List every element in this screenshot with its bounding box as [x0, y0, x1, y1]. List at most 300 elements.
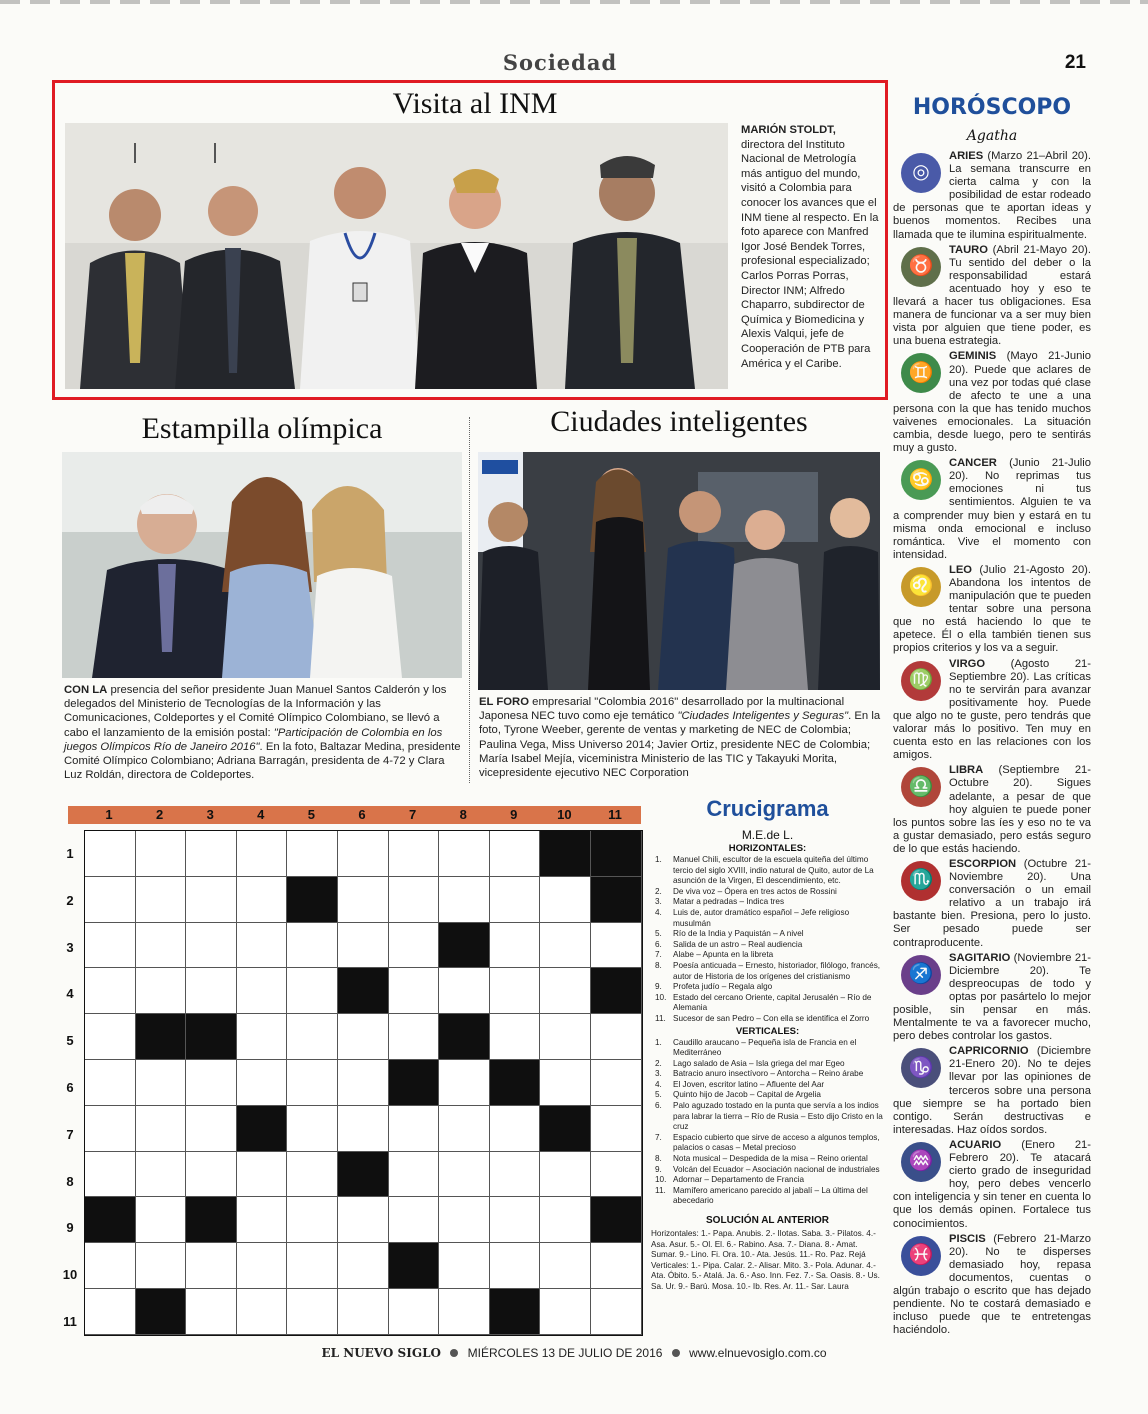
crossword-cell[interactable]: [237, 1060, 288, 1106]
sign-name: ARIES: [949, 150, 984, 162]
clue-text: Río de la India y Paquistán – A nivel: [673, 929, 804, 939]
zodiac-icon: ♋: [901, 460, 941, 500]
crossword-row-number: 9: [66, 1220, 74, 1236]
footer-url[interactable]: www.elnuevosiglo.com.co: [689, 1346, 827, 1360]
zodiac-icon: ♑: [901, 1048, 941, 1088]
crossword-cell[interactable]: [591, 1060, 642, 1106]
crossword-cell[interactable]: [287, 1243, 338, 1289]
sign-name: LEO: [949, 563, 972, 576]
crossword-cell[interactable]: [540, 877, 591, 923]
crossword-row-number: 2: [66, 892, 74, 908]
crossword-row-number: 3: [66, 939, 74, 955]
clues-vertical-list: [651, 1038, 884, 1208]
clue-number: 11.: [655, 1013, 666, 1023]
crossword-cell[interactable]: [591, 923, 642, 969]
zodiac-icon: ♐: [901, 955, 941, 995]
horoscope-author: Agatha: [966, 128, 1018, 144]
horoscope-sign-6: [893, 764, 1091, 856]
horoscope-sign-8: [893, 952, 1091, 1044]
crossword-cell[interactable]: [490, 923, 541, 969]
crossword-cell[interactable]: [540, 1243, 591, 1289]
crossword-cell[interactable]: [439, 1060, 490, 1106]
clue-text: Caudillo araucano – Pequeña isla de Francia en el Mediterráneo: [673, 1037, 857, 1058]
crossword-cell[interactable]: [591, 1152, 642, 1198]
clue-number: 1.: [655, 1037, 662, 1047]
crossword-block: [338, 1152, 389, 1198]
crossword-cell[interactable]: [389, 1152, 440, 1198]
crossword-block: [540, 831, 591, 877]
zodiac-icon: ♌: [901, 567, 941, 607]
clue-item: [651, 1069, 884, 1080]
horoscope-sign-3: [893, 457, 1091, 562]
crossword-cell[interactable]: [287, 1152, 338, 1198]
crossword-cell[interactable]: [287, 831, 338, 877]
crossword-row: [85, 877, 642, 923]
clue-item: [651, 1101, 884, 1133]
horoscope-sign-7: [893, 858, 1091, 950]
crossword-cell[interactable]: [540, 923, 591, 969]
clues-horizontal-list: [651, 855, 884, 1025]
horoscope-sign-10: [893, 1139, 1091, 1231]
photo-estampilla: [62, 452, 462, 678]
crossword-cell[interactable]: [237, 1243, 288, 1289]
crossword-row-number: 11: [63, 1314, 77, 1329]
sign-name: CAPRICORNIO: [949, 1045, 1029, 1058]
crossword-col-number: 3: [206, 807, 214, 822]
crossword-cell[interactable]: [540, 968, 591, 1014]
photo-inm-group: [65, 123, 728, 389]
crossword-cell[interactable]: [439, 968, 490, 1014]
zodiac-icon: ♓: [901, 1236, 941, 1276]
clue-item: [651, 1154, 884, 1165]
sign-text: (Mayo 21-Junio 20). Puede que aclares de una vez por todas qué clase de afecto te une a una persona con la que has tenido muchos vaivenes emocionales. La situación cambia, desde luego, pero te sentirás muy a gusto.: [893, 350, 1091, 455]
sign-name: LIBRA: [949, 764, 984, 777]
clues-vertical-heading: VERTICALES:: [735, 1025, 800, 1037]
crossword-cell[interactable]: [287, 1197, 338, 1243]
crossword-col-number: 8: [459, 807, 467, 822]
clue-text: Matar a pedradas – Indica tres: [673, 897, 785, 907]
crossword-cell[interactable]: [287, 1106, 338, 1152]
crossword-cell[interactable]: [540, 1060, 591, 1106]
zodiac-icon: ◎: [901, 153, 941, 193]
crossword-row: [85, 1060, 642, 1106]
crossword-cell[interactable]: [439, 1197, 490, 1243]
crossword-row: [85, 1289, 642, 1335]
clue-item: [651, 929, 884, 940]
photo-ciudades: [478, 452, 880, 690]
crossword-row: [85, 1243, 642, 1289]
clue-text: Espacio cubierto que sirve de acceso a algunos templos, palacios o casas – Metal precioso: [673, 1132, 880, 1153]
crossword-cell[interactable]: [389, 968, 440, 1014]
clue-text: Alabe – Apunta en la libreta: [673, 950, 774, 960]
caption-italic: "Participación de Colombia en los juegos Olímpicos Río de Janeiro 2016": [64, 726, 443, 753]
crossword-cell[interactable]: [338, 1289, 389, 1335]
crossword-block: [389, 1060, 440, 1106]
crossword-block: [186, 1014, 237, 1060]
crossword-col-number: 9: [510, 807, 518, 822]
crossword-block: [439, 923, 490, 969]
crossword-cell[interactable]: [136, 968, 187, 1014]
zodiac-icon: ♉: [901, 247, 941, 287]
crossword-cell[interactable]: [338, 1243, 389, 1289]
footer-bullet-icon: [450, 1349, 458, 1357]
crossword-cell[interactable]: [287, 1014, 338, 1060]
crossword-cell[interactable]: [540, 1014, 591, 1060]
crossword-block: [591, 877, 642, 923]
clue-number: 9.: [655, 982, 662, 992]
clue-item: [651, 1175, 884, 1186]
crossword-cell[interactable]: [389, 923, 440, 969]
sign-name: SAGITARIO: [949, 951, 1011, 964]
caption-end: . En la foto, Tyrone Weeber, gerente de ventas y marketing de NEC de Colombia; Paulina Vega, Miss Universo 2014; Javier Ortiz, presidente NEC de Colombia; María Isabel Mejía, viceministra Ministerio de las TIC y Takayuki Morita, vicepresidente ejecutivo NEC Corporation: [479, 710, 881, 780]
article-headline: Visita al INM: [392, 87, 558, 120]
crossword-block: [85, 1197, 136, 1243]
clue-number: 5.: [655, 929, 662, 939]
clue-text: De viva voz – Ópera en tres actos de Rossini: [673, 886, 837, 896]
crossword-cell[interactable]: [591, 1014, 642, 1060]
clue-item: [651, 1133, 884, 1154]
crossword-cell[interactable]: [490, 1014, 541, 1060]
sign-text: (Julio 21-Agosto 20). Abandona los intentos de manipulación que te pueden tentar sobre una persona que no está haciendo lo que te apetece. Él o ella también tienen sus propios criterios y los va a seguir.: [893, 563, 1091, 655]
crossword-block: [490, 1060, 541, 1106]
solution-heading: SOLUCIÓN AL ANTERIOR: [706, 1215, 829, 1226]
crossword-col-number: 2: [155, 807, 164, 822]
clue-item: [651, 982, 884, 993]
crossword-col-number: 7: [408, 807, 417, 822]
sign-name: GEMINIS: [949, 350, 997, 363]
crossword-row-number: 10: [62, 1267, 78, 1283]
clue-text: Estado del cercano Oriente, capital Jerusalén – Río de Alemania: [673, 992, 872, 1013]
clue-item: [651, 897, 884, 908]
crossword-cell[interactable]: [136, 831, 187, 877]
clue-item: [651, 1186, 884, 1207]
clue-number: 9.: [655, 1164, 662, 1174]
horoscope-sign-5: [893, 658, 1091, 763]
crossword-cell[interactable]: [186, 1152, 237, 1198]
crossword-row: [85, 1197, 642, 1243]
column-divider: [469, 417, 470, 783]
crossword-block: [186, 1197, 237, 1243]
clue-text: Manuel Chili, escultor de la escuela quiteña del último tercio del siglo XVIII, indio natural de Quito, autor de La asunción de la Virgen, El descendimiento, etc.: [673, 855, 874, 886]
clue-number: 2.: [655, 1058, 662, 1068]
horoscope-column: [893, 95, 1091, 1339]
article-headline-ciudades: Ciudades inteligentes: [550, 405, 808, 438]
crossword-cells: [84, 830, 643, 1336]
crossword-cell[interactable]: [439, 1106, 490, 1152]
footer-bullet-icon: [672, 1349, 680, 1357]
clue-item: [651, 950, 884, 961]
crossword-cell[interactable]: [389, 1289, 440, 1335]
crossword-row: [85, 923, 642, 969]
crossword-cell[interactable]: [490, 831, 541, 877]
clue-text: Volcán del Ecuador – Asociación nacional de industriales: [673, 1164, 880, 1174]
sign-text: (Abril 21-Mayo 20). Tu sentido del deber o la responsabilidad estará acentuado hoy y eso te llevará a hacer tus obligaciones. Esa manera de funcionar va a ser muy bien vista por alguien que tiene poder, es una buena estrategia.: [893, 243, 1091, 348]
crossword-cell[interactable]: [85, 1060, 136, 1106]
clue-text: Profeta judío – Regala algo: [673, 982, 773, 992]
crossword-cell[interactable]: [186, 1106, 237, 1152]
clue-number: 7.: [655, 950, 662, 960]
crossword-cell[interactable]: [389, 1106, 440, 1152]
caption-italic: "Ciudades Inteligentes y Seguras": [677, 710, 849, 723]
crossword-cell[interactable]: [287, 923, 338, 969]
page-header: [0, 48, 1148, 78]
crossword-cell[interactable]: [237, 1197, 288, 1243]
caption-lead: MARIÓN STOLDT,: [741, 124, 836, 136]
crossword-col-number: 10: [557, 807, 572, 822]
crossword-block: [591, 831, 642, 877]
crossword-block: [389, 1243, 440, 1289]
clue-text: Poesía anticuada – Ernesto, historiador, filólogo, francés, autor de Historia de los orígenes del cristianismo: [673, 960, 881, 981]
clue-number: 4.: [655, 1079, 662, 1089]
crossword-cell[interactable]: [338, 831, 389, 877]
sign-text: (Marzo 21–Abril 20). La semana transcurre en cierta calma y con la posibilidad de estar rodeado de personas que te aportan ideas y buenos momentos. Recibes una llamada que te ilumina espiritualmente.: [893, 150, 1091, 241]
article-caption: [741, 123, 879, 371]
crossword-block: [439, 1014, 490, 1060]
crossword-cell[interactable]: [136, 1152, 187, 1198]
crossword-row-number: 6: [66, 1080, 74, 1095]
crossword-cell[interactable]: [136, 877, 187, 923]
clue-item: [651, 908, 884, 929]
zodiac-icon: ♒: [901, 1142, 941, 1182]
crossword-cell[interactable]: [186, 1289, 237, 1335]
clue-text: Nota musical – Despedida de la misa – Reino oriental: [673, 1154, 868, 1164]
clue-item: [651, 1059, 884, 1070]
crossword-cell[interactable]: [591, 1289, 642, 1335]
clue-text: Mamífero americano parecido al jabalí – La última del abecedario: [673, 1185, 868, 1206]
zodiac-icon: ♊: [901, 353, 941, 393]
clue-text: Sucesor de san Pedro – Con ella se identifica el Zorro: [673, 1013, 870, 1023]
clue-text: Batracio anuro insectívoro – Antorcha – Reino árabe: [673, 1069, 864, 1079]
crossword-cell[interactable]: [85, 923, 136, 969]
crossword-cell[interactable]: [439, 1243, 490, 1289]
crossword-cell[interactable]: [136, 1197, 187, 1243]
crossword-block: [136, 1289, 187, 1335]
sign-text: (Agosto 21-Septiembre 20). Las críticas no te servirán para avanzar positivamente hoy. Puede que algo no te guste, pero tendrás que valorar más lo positivo. Ten muy en cuenta esto en las relaciones con los amigos.: [893, 657, 1091, 762]
clue-item: [651, 940, 884, 951]
crossword-cell[interactable]: [186, 831, 237, 877]
clue-item: [651, 855, 884, 887]
crossword-col-number: 6: [358, 807, 366, 822]
clues-horizontal-heading: HORIZONTALES:: [728, 843, 807, 854]
article-visita-inm: [52, 80, 888, 400]
sign-name: PISCIS: [949, 1232, 986, 1245]
clue-text: Lago salado de Asia – Isla griega del mar Egeo: [673, 1058, 845, 1068]
crossword-cell[interactable]: [439, 877, 490, 923]
crossword-cell[interactable]: [439, 831, 490, 877]
crossword-cell[interactable]: [85, 1289, 136, 1335]
crossword-cell[interactable]: [490, 1243, 541, 1289]
clue-item: [651, 1090, 884, 1101]
crossword-cell[interactable]: [186, 1060, 237, 1106]
page-footer: [0, 1346, 1148, 1366]
crossword-cell[interactable]: [287, 968, 338, 1014]
clue-number: 10.: [655, 992, 667, 1002]
crossword-block: [591, 1197, 642, 1243]
crossword-cell[interactable]: [85, 877, 136, 923]
crossword-cell[interactable]: [338, 923, 389, 969]
crossword-cell[interactable]: [85, 1106, 136, 1152]
crossword-block: [490, 1289, 541, 1335]
crossword-cell[interactable]: [389, 1014, 440, 1060]
crossword-row: [85, 831, 642, 877]
crossword-cell[interactable]: [389, 877, 440, 923]
section-title: Sociedad: [502, 50, 618, 75]
horoscope-sign-0: [893, 150, 1091, 242]
sign-text: (Noviembre 21-Diciembre 20). Te despreocupas de todo y optas por pasártelo lo mejor posible, sin pensar en más. Mentalmente te va a favorecer mucho, pero debes controlar los gastos.: [893, 951, 1091, 1043]
crossword-cell[interactable]: [237, 831, 288, 877]
crossword-cell[interactable]: [136, 923, 187, 969]
crossword-row-number: 8: [66, 1173, 74, 1189]
horoscope-sign-9: [893, 1045, 1091, 1137]
footer-date: MIÉRCOLES 13 DE JULIO DE 2016: [467, 1346, 663, 1360]
crossword-col-number: 1: [105, 807, 113, 822]
crossword-block: [136, 1014, 187, 1060]
horoscope-sign-4: [893, 564, 1091, 656]
crossword-cell[interactable]: [237, 923, 288, 969]
top-print-rule: [0, 0, 1148, 4]
clue-item: [651, 887, 884, 898]
zodiac-icon: ♎: [901, 767, 941, 807]
crossword-col-number: 11: [608, 807, 622, 822]
sign-text: (Diciembre 21-Enero 20). No te dejes llevar por las opiniones de terceros sobre una persona que siempre se ha portado bien contigo. Serán destructivas e interesadas. Haz oídos sordos.: [893, 1045, 1091, 1136]
crossword-block: [287, 877, 338, 923]
crossword-cell[interactable]: [237, 877, 288, 923]
crossword-cell[interactable]: [136, 1243, 187, 1289]
crossword-cell[interactable]: [186, 1243, 237, 1289]
crossword-cell[interactable]: [85, 1243, 136, 1289]
crossword-cell[interactable]: [287, 1060, 338, 1106]
page-number: 21: [1064, 52, 1086, 73]
caption-lead: CON LA: [64, 684, 108, 696]
solution-text: Horizontales: 1.- Papa. Anubis. 2.- Ilotas. Saba. 3.- Pilatos. 4.- Asa. Asur. 5.- Ol. El. 6.- Rabino. Asa. 7.- Diana. 8.- Amat. Sumar. 9.- Lino. Fi. Ora. 10.- Ata. Jesús. 11.- Ro. Paz. Rejá Verticales: 1.- Pipa. Calar. 2.- Alisar. Mito. 3.- Pola. Adunar. 4.- Ata. Óbito. 5.- Atalá. Ja. 6.- Aso. Inn. Fez. 7.- Sa. Oasis. 8.- Us. Sa. Ur. 9.- Barú. Mosa. 10.- Ib. Res. Ar. 11.- Sar. Laura: [651, 1229, 880, 1291]
crossword-cell[interactable]: [338, 1106, 389, 1152]
sign-name: ACUARIO: [949, 1138, 1002, 1151]
sign-name: CANCER: [949, 457, 997, 470]
sign-text: (Febrero 21-Marzo 20). No te disperses demasiado hoy, repasa documentos, cuentas o algún trabajo o escrito que has dejado pendiente. No te costará demasiado e incluso puede que te entretengas haciéndolo.: [893, 1232, 1091, 1337]
crossword-cell[interactable]: [186, 877, 237, 923]
sign-text: (Octubre 21-Noviembre 20). Una conversación o un email relativo a un trabajo irá bastante bien. Presiona, pero lo justo. Ser pesado puede ser contraproducente.: [893, 857, 1091, 949]
horoscope-sign-1: [893, 244, 1091, 349]
caption-body: empresarial "Colombia 2016" desarrollado por la multinacional Japonesa NEC tuvo como eje temático: [479, 696, 845, 723]
crossword-cell[interactable]: [389, 831, 440, 877]
crossword-cell[interactable]: [490, 968, 541, 1014]
crossword-row: [85, 1152, 642, 1198]
clue-text: Adornar – Departamento de Francia: [673, 1175, 805, 1185]
caption-estampilla: [64, 683, 462, 782]
crossword-row-number: 1: [66, 846, 74, 861]
crossword-cell[interactable]: [237, 1014, 288, 1060]
clue-number: 1.: [655, 855, 662, 864]
crossword-row: [85, 1014, 642, 1060]
clue-item: [651, 993, 884, 1014]
crossword-cell[interactable]: [591, 1243, 642, 1289]
crossword-cell[interactable]: [338, 1197, 389, 1243]
crossword-block: [540, 1106, 591, 1152]
clue-item: [651, 1038, 884, 1059]
crossword-column-header: [68, 806, 641, 824]
crossword-block: [338, 968, 389, 1014]
clue-number: 3.: [655, 1069, 662, 1079]
crossword-cell[interactable]: [490, 1106, 541, 1152]
clue-item: [651, 1165, 884, 1176]
clue-text: Luis de, autor dramático español – Jefe religioso musulmán: [673, 907, 850, 928]
crossword-cell[interactable]: [85, 1014, 136, 1060]
horoscope-sign-11: [893, 1233, 1091, 1338]
crossword-row-number: 4: [66, 986, 74, 1002]
clue-text: Palo aguzado tostado en la punta que servía a los indios para labrar la tierra – Río de Rusia – Esto dijo Cristo en la cruz: [673, 1101, 883, 1132]
crossword-col-number: 4: [257, 807, 265, 822]
clue-text: Quinto hijo de Jacob – Capital de Argelia: [673, 1090, 821, 1100]
clue-number: 2.: [655, 886, 662, 896]
crossword-cell[interactable]: [338, 877, 389, 923]
sign-name: VIRGO: [949, 657, 986, 670]
clue-number: 5.: [655, 1090, 662, 1100]
caption-body: directora del Instituto Nacional de Metrología más antiguo del mundo, visitó a Colombia para conocer los avances que el INM tiene al respecto. En la foto aparece con Manfred Igor José Bendek Torres, profesional especializado; Carlos Porras Porras, Director INM; Alfredo Chaparro, subdirector de Química y Biomedicina y Alexis Valqui, jefe de Cooperación de PTB para América y el Caribe.: [741, 138, 879, 370]
crossword-cell[interactable]: [540, 1152, 591, 1198]
clue-number: 8.: [655, 960, 662, 970]
clue-text: Salida de un astro – Real audiencia: [673, 939, 803, 949]
crossword-author: M.E.de L.: [741, 828, 794, 842]
sign-text: (Junio 21-Julio 20). No reprimas tus emociones ni tus sentimientos. Alguien te va a comprender muy bien y estará en tu misma onda emocional e incluso romántica. Vive el momento con intensidad.: [893, 457, 1091, 561]
sign-text: (Septiembre 21-Octubre 20). Sigues adelante, a pesar de que hoy alguien te puede poner los puntos sobre las íes y eso no te va a gustar demasiado, pero estás seguro de lo que estás haciendo.: [893, 764, 1092, 855]
article-headline-estampilla: Estampilla olímpica: [141, 412, 383, 445]
clue-number: 7.: [655, 1132, 662, 1142]
footer-brand: EL NUEVO SIGLO: [321, 1346, 441, 1360]
crossword-cell[interactable]: [490, 1152, 541, 1198]
crossword-cell[interactable]: [85, 1152, 136, 1198]
crossword-block: [591, 968, 642, 1014]
crossword-cell[interactable]: [338, 1014, 389, 1060]
crossword-row: [85, 1106, 642, 1152]
crossword-cell[interactable]: [389, 1197, 440, 1243]
crossword-cell[interactable]: [186, 968, 237, 1014]
crossword-cell[interactable]: [591, 1106, 642, 1152]
crossword-cell[interactable]: [338, 1060, 389, 1106]
crossword-cell[interactable]: [540, 1197, 591, 1243]
crossword-cell[interactable]: [186, 923, 237, 969]
crossword-row-number: 5: [66, 1033, 74, 1049]
caption-ciudades: [479, 695, 883, 780]
clue-number: 3.: [655, 897, 662, 907]
zodiac-icon: ♏: [901, 861, 941, 901]
crossword-cell[interactable]: [490, 1197, 541, 1243]
crossword-cell[interactable]: [136, 1060, 187, 1106]
crossword-cell[interactable]: [85, 968, 136, 1014]
crossword-cell[interactable]: [490, 877, 541, 923]
clue-number: 10.: [655, 1175, 667, 1185]
crossword-cell[interactable]: [85, 831, 136, 877]
crossword-col-number: 5: [307, 807, 315, 822]
crossword-cell[interactable]: [136, 1106, 187, 1152]
crossword-cell[interactable]: [540, 1289, 591, 1335]
crossword-cell[interactable]: [237, 968, 288, 1014]
crossword-cell[interactable]: [439, 1152, 490, 1198]
clue-number: 11.: [655, 1185, 666, 1195]
caption-body: presencia del señor presidente Juan Manuel Santos Calderón y los delegados del Ministerio de Tecnologías de la Información y las Comunicaciones, Coldeportes y el Comité Olímpico Colombiano, se llevó a cabo el lanzamiento de la emisión postal:: [64, 684, 447, 739]
horoscope-title: HORÓSCOPO: [912, 95, 1072, 120]
crossword-cell[interactable]: [237, 1289, 288, 1335]
crossword-cell[interactable]: [287, 1289, 338, 1335]
crossword-block: [237, 1106, 288, 1152]
crossword-cell[interactable]: [237, 1152, 288, 1198]
crossword-title: Crucigrama: [706, 796, 829, 821]
zodiac-icon: ♍: [901, 661, 941, 701]
sign-name: ESCORPION: [949, 857, 1017, 870]
crossword-cell[interactable]: [439, 1289, 490, 1335]
caption-end: . En la foto, Baltazar Medina, presidente Comité Olímpico Colombiano; Adriana Barragán, presidenta de 4-72 y Clara Luz Roldán, directora de Coldeportes.: [64, 740, 461, 782]
crossword-clues: [651, 796, 884, 1293]
clue-number: 4.: [655, 907, 662, 917]
